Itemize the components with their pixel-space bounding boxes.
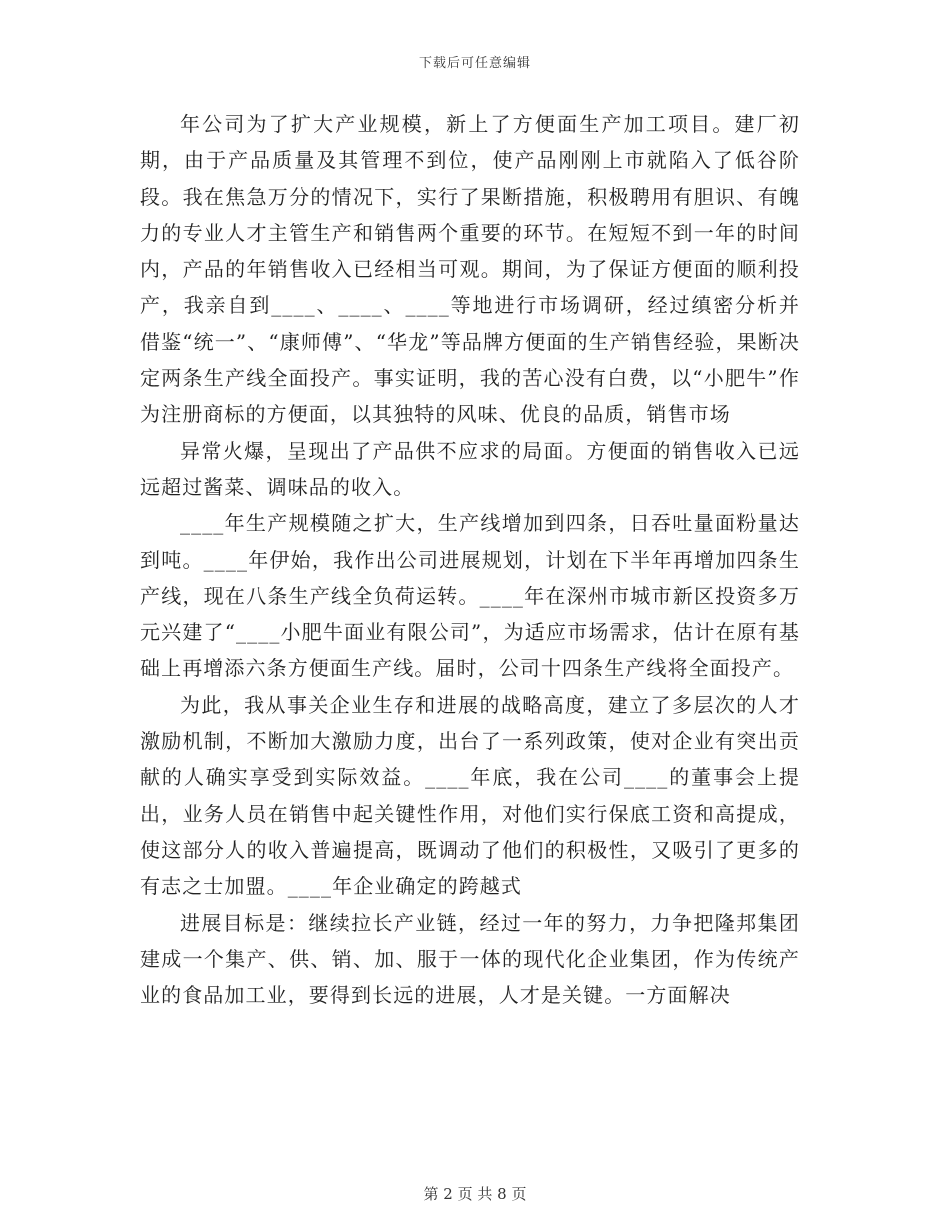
page-number-footer: 第 2 页 共 8 页 xyxy=(423,1185,527,1203)
paragraph-1: 年公司为了扩大产业规模，新上了方便面生产加工项目。建厂初期，由于产品质量及其管理不到位，使产品刚刚上市就陷入了低谷阶段。我在焦急万分的情况下，实行了果断措施，积极聘用有胆识、有魄力的专业人才主管生产和销售两个重要的环节。在短短不到一年的时间内，产品的年销售收入已经相当可观。期间，为了保证方便面的顺利投产，我亲自到____、____、____等地进行市场调研，经过缜密分析并借鉴“统一”、“康师傅”、“华龙”等品牌方便面的生产销售经验，果断决定两条生产线全面投产。事实证明，我的苦心没有白费，以“小肥牛”作为注册商标的方便面，以其独特的风味、优良的品质，销售市场 xyxy=(140,112,800,427)
document-body xyxy=(140,106,800,1013)
paragraph-4: 为此，我从事关企业生存和进展的战略高度，建立了多层次的人才激励机制，不断加大激励力度，出台了一系列政策，使对企业有突出贡献的人确实享受到实际效益。____年底，我在公司____的董事会上提出，业务人员在销售中起关键性作用，对他们实行保底工资和高提成，使这部分人的收入普遍提高，既调动了他们的积极性，又吸引了更多的有志之士加盟。____年企业确定的跨越式 xyxy=(140,692,800,899)
paragraph-3: ____年生产规模随之扩大，生产线增加到四条，日吞吐量面粉量达到吨。____年伊始，我作出公司进展规划，计划在下半年再增加四条生产线，现在八条生产线全负荷运转。____年在深州市城市新区投资多万元兴建了“____小肥牛面业有限公司”，为适应市场需求，估计在原有基础上再增添六条方便面生产线。届时，公司十四条生产线将全面投产。 xyxy=(140,511,800,681)
page-header: 下载后可任意编辑 xyxy=(418,56,531,71)
paragraph-5: 进展目标是：继续拉长产业链，经过一年的努力，力争把隆邦集团建成一个集产、供、销、加、服于一体的现代化企业集团，作为传统产业的食品加工业，要得到长远的进展，人才是关键。一方面解决 xyxy=(140,910,800,1008)
paragraph-2: 异常火爆，呈现出了产品供不应求的局面。方便面的销售收入已远远超过酱菜、调味品的收入。 xyxy=(140,438,800,499)
